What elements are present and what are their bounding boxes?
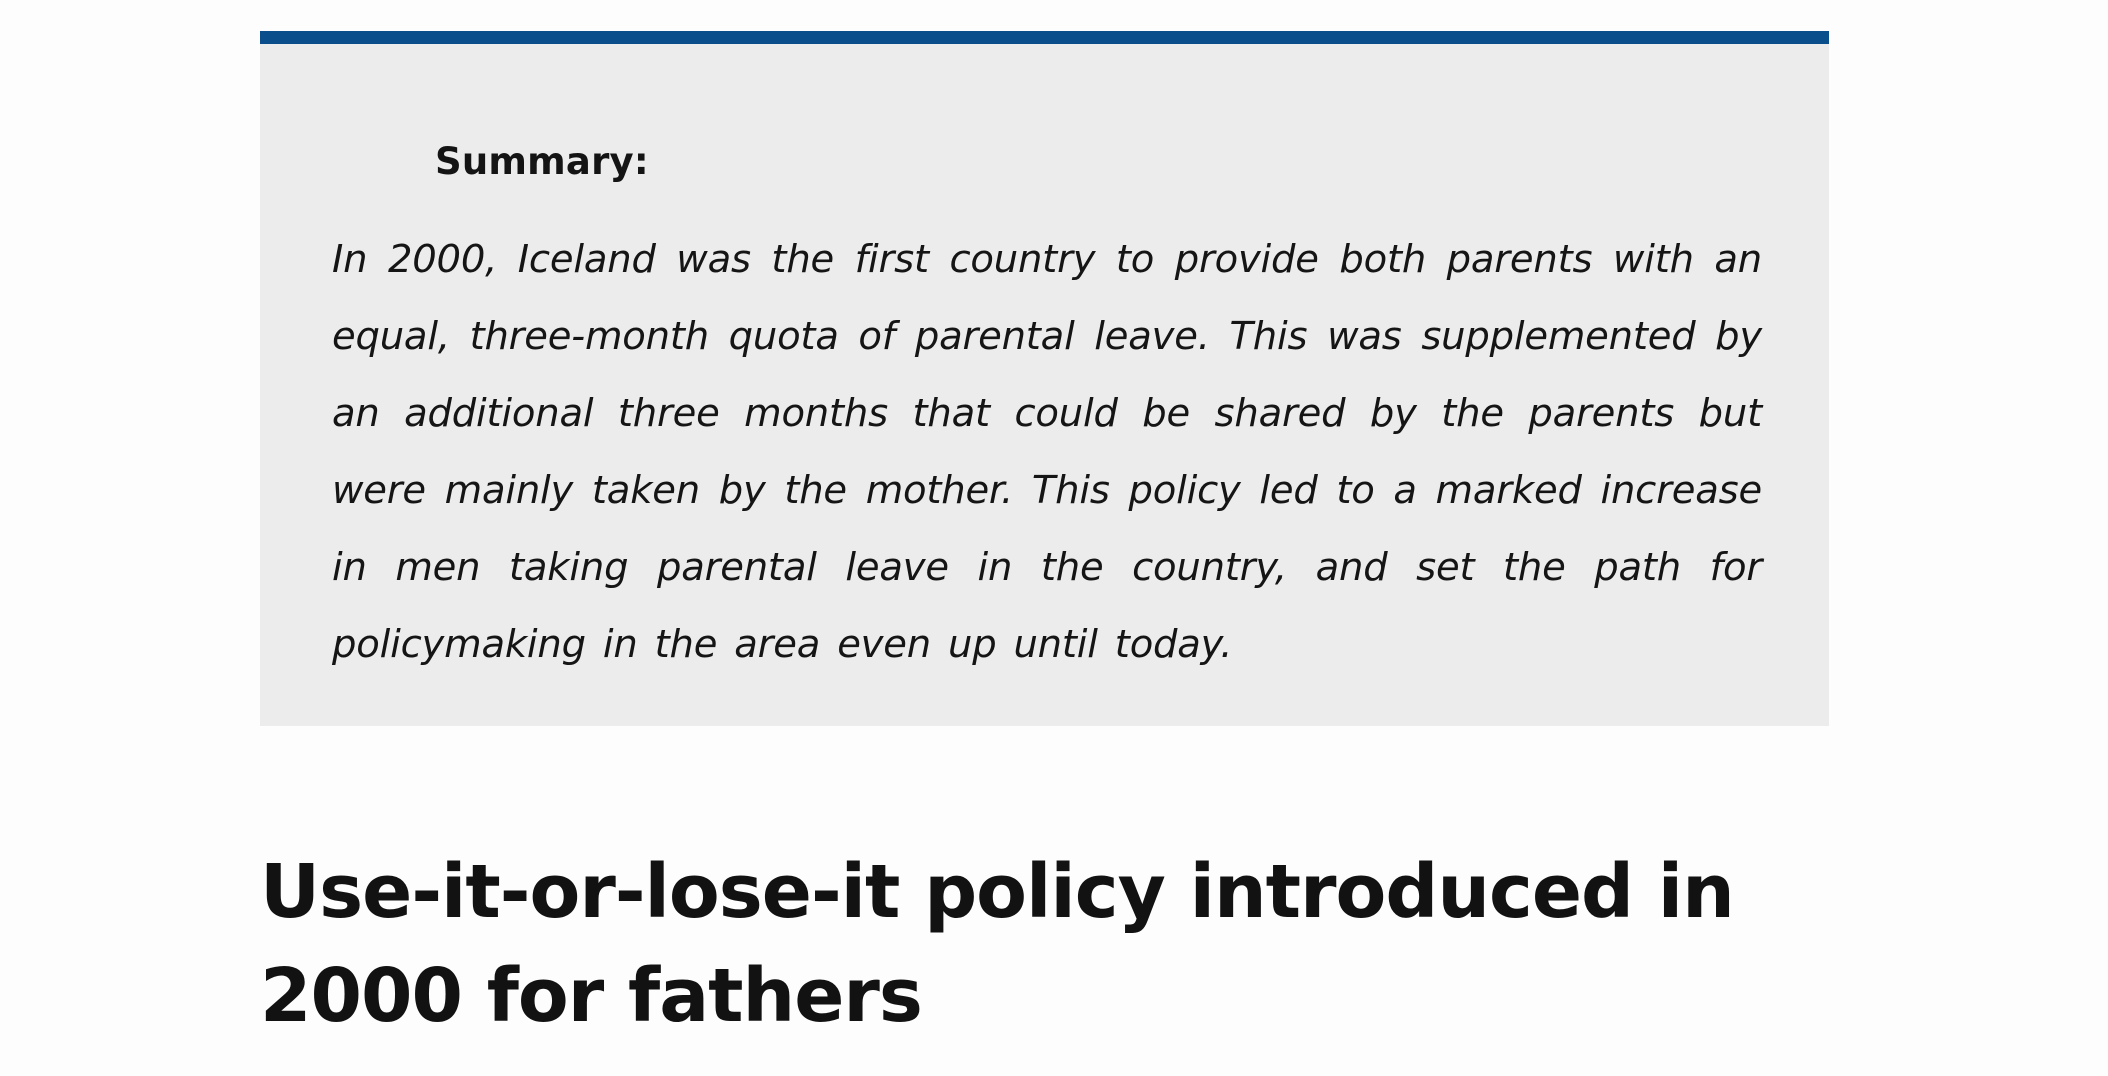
summary-text: In 2000, Iceland was the first country to provide both parents with an equal, three-month quota of parental leave. This was supplemented by an additional three months that could be shared by the parents but were mainly taken by the mother. This policy led to a marked increase in men taking parental leave in the country, and set the path for policymaking in the area even up until today. [332, 237, 1762, 667]
article-page [260, 0, 1829, 1076]
summary-box [260, 31, 1829, 726]
summary-label: Summary: [435, 140, 649, 183]
section-heading: Use-it-or-lose-it policy introduced in 2000 for fathers [260, 849, 1734, 1039]
